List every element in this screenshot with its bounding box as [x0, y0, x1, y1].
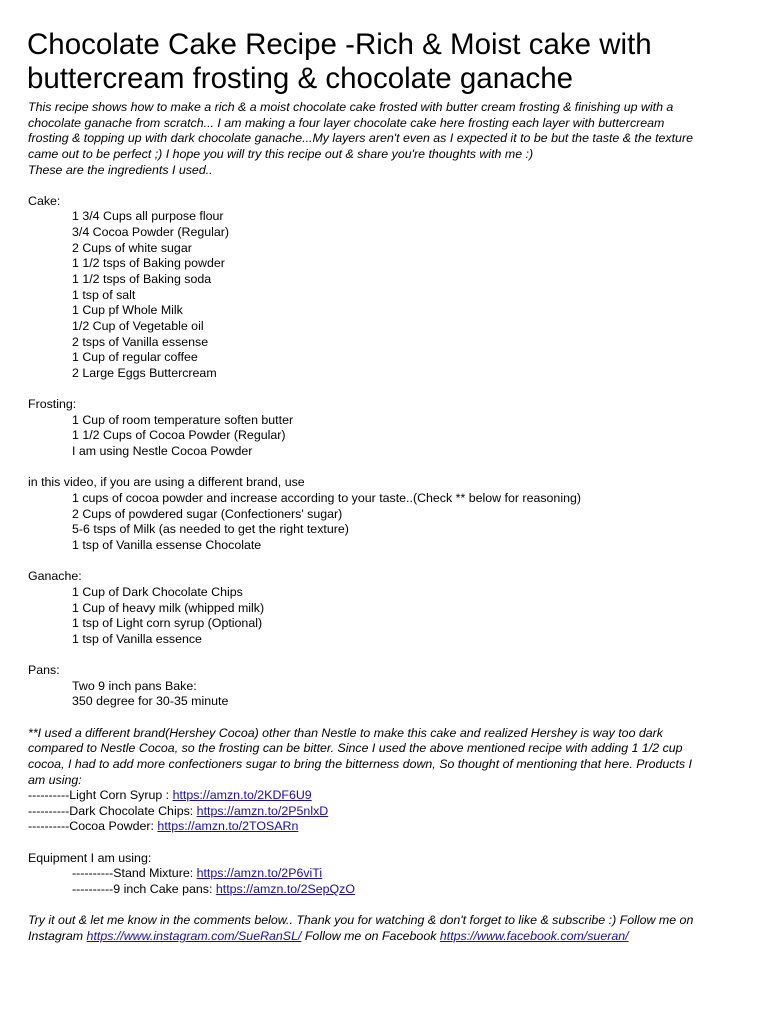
- ingredient-item: 1 1/2 tsps of Baking soda: [72, 272, 212, 287]
- ingredient-item: 1 1/2 Cups of Cocoa Powder (Regular): [72, 428, 286, 443]
- ingredient-item: 1 3/4 Cups all purpose flour: [72, 209, 224, 224]
- product-item: [28, 788, 758, 804]
- ingredient-item: 1 tsp of Vanilla essence: [72, 631, 202, 646]
- pans-section: [28, 663, 758, 710]
- pans-item: 350 degree for 30-35 minute: [72, 694, 229, 709]
- recipe-body: [28, 100, 758, 945]
- closing-text: Instagram: [28, 928, 87, 943]
- title-line: Chocolate Cake Recipe -Rich & Moist cake with: [27, 28, 652, 61]
- ingredient-item: 1/2 Cup of Vegetable oil: [72, 318, 204, 333]
- product-label: ----------Cocoa Powder:: [28, 819, 158, 834]
- ingredient-item: 1 tsp of Vanilla essense Chocolate: [72, 537, 262, 552]
- footnote-line: cocoa, I had to add more confectioners sugar to bring the bitterness down, So thought of mentioning that here. Products I: [28, 756, 692, 771]
- section-heading: Ganache:: [28, 569, 82, 584]
- intro-line: frosting & topping up with dark chocolate ganache...My layers aren't even as I expected it to be but the taste & the texture: [28, 131, 693, 146]
- footnote-line: compared to Nestle Cocoa, so the frosting can be bitter. Since I used the above mentioned recipe with adding 1 1/2 cup: [28, 741, 683, 756]
- footnote-paragraph: [28, 726, 758, 789]
- intro-line: This recipe shows how to make a rich & a moist chocolate cake frosted with butter cream frosting & finishing up with a: [28, 100, 674, 114]
- equipment-link[interactable]: https://amzn.to/2SepQzO: [215, 882, 356, 897]
- equipment-link[interactable]: https://amzn.to/2P6viTi: [196, 866, 323, 881]
- equipment-label: ----------Stand Mixture:: [72, 866, 197, 881]
- closing-line: Try it out & let me know in the comments below.. Thank you for watching & don't forget to like & subscribe :) Follow me on: [28, 913, 694, 928]
- ingredient-item: 1 1/2 tsps of Baking powder: [72, 256, 225, 271]
- pans-item: Two 9 inch pans Bake:: [72, 678, 197, 693]
- ingredient-item: 1 Cup pf Whole Milk: [72, 303, 183, 318]
- ingredient-item: 1 cups of cocoa powder and increase according to your taste..(Check ** below for reasoning): [72, 491, 581, 506]
- closing-line: [28, 929, 758, 945]
- section-heading: Cake:: [28, 193, 61, 208]
- product-link[interactable]: https://amzn.to/2P5nlxD: [196, 803, 329, 818]
- closing-paragraph: [28, 913, 758, 944]
- product-link[interactable]: https://amzn.to/2TOSARn: [157, 819, 299, 834]
- ingredient-item: 3/4 Cocoa Powder (Regular): [72, 225, 230, 240]
- footnote-line: **I used a different brand(Hershey Cocoa) other than Nestle to make this cake and realized Hershey is way too dark: [28, 725, 664, 740]
- product-item: [28, 819, 758, 835]
- ingredient-item: 2 Large Eggs Buttercream: [72, 365, 217, 380]
- ingredient-item: 1 Cup of regular coffee: [72, 350, 198, 365]
- product-link[interactable]: https://amzn.to/2KDF6U9: [172, 788, 312, 803]
- frosting-section: [28, 397, 758, 553]
- ingredient-item: 1 tsp of Light corn syrup (Optional): [72, 616, 263, 631]
- equipment-label: ----------9 inch Cake pans:: [72, 882, 216, 897]
- section-heading: Pans:: [28, 663, 60, 678]
- product-label: ----------Light Corn Syrup :: [28, 788, 173, 803]
- products-list: [28, 788, 758, 835]
- equipment-item: [28, 882, 758, 898]
- ingredient-item: 1 Cup of heavy milk (whipped milk): [72, 600, 265, 615]
- product-item: [28, 804, 758, 820]
- ingredient-item: 1 Cup of room temperature soften butter: [72, 412, 294, 427]
- cake-section: [28, 194, 758, 382]
- facebook-link[interactable]: https://www.facebook.com/sueran/: [439, 928, 629, 943]
- ingredient-item: I am using Nestle Cocoa Powder: [72, 444, 253, 459]
- product-label: ----------Dark Chocolate Chips:: [28, 803, 197, 818]
- section-heading: Frosting:: [28, 397, 77, 412]
- intro-line: came out to be perfect ;) I hope you will try this recipe out & share you're thoughts with me :): [28, 146, 534, 161]
- brand-note: in this video, if you are using a different brand, use: [28, 475, 305, 490]
- equipment-item: [28, 866, 758, 882]
- section-heading: Equipment I am using:: [28, 850, 152, 865]
- ingredient-item: 1 Cup of Dark Chocolate Chips: [72, 584, 243, 599]
- intro-line: These are the ingredients I used..: [28, 162, 213, 177]
- equipment-section: [28, 851, 758, 898]
- ingredient-item: 5-6 tsps of Milk (as needed to get the right texture): [72, 522, 349, 537]
- closing-text: Follow me on Facebook: [301, 928, 440, 943]
- ganache-section: [28, 569, 758, 647]
- title-line: buttercream frosting & chocolate ganache: [27, 62, 574, 95]
- ingredient-item: 2 Cups of powdered sugar (Confectioners' sugar): [72, 506, 343, 521]
- ingredient-item: 2 tsps of Vanilla essense: [72, 334, 209, 349]
- instagram-link[interactable]: https://www.instagram.com/SueRanSL/: [86, 928, 302, 943]
- intro-paragraph: [28, 100, 758, 178]
- ingredient-item: 1 tsp of salt: [72, 287, 136, 302]
- footnote-line: am using:: [28, 772, 82, 787]
- intro-line: chocolate ganache from scratch... I am making a four layer chocolate cake here frosting each layer with buttercream: [28, 115, 665, 130]
- ingredient-item: 2 Cups of white sugar: [72, 240, 192, 255]
- page-title: [27, 28, 757, 96]
